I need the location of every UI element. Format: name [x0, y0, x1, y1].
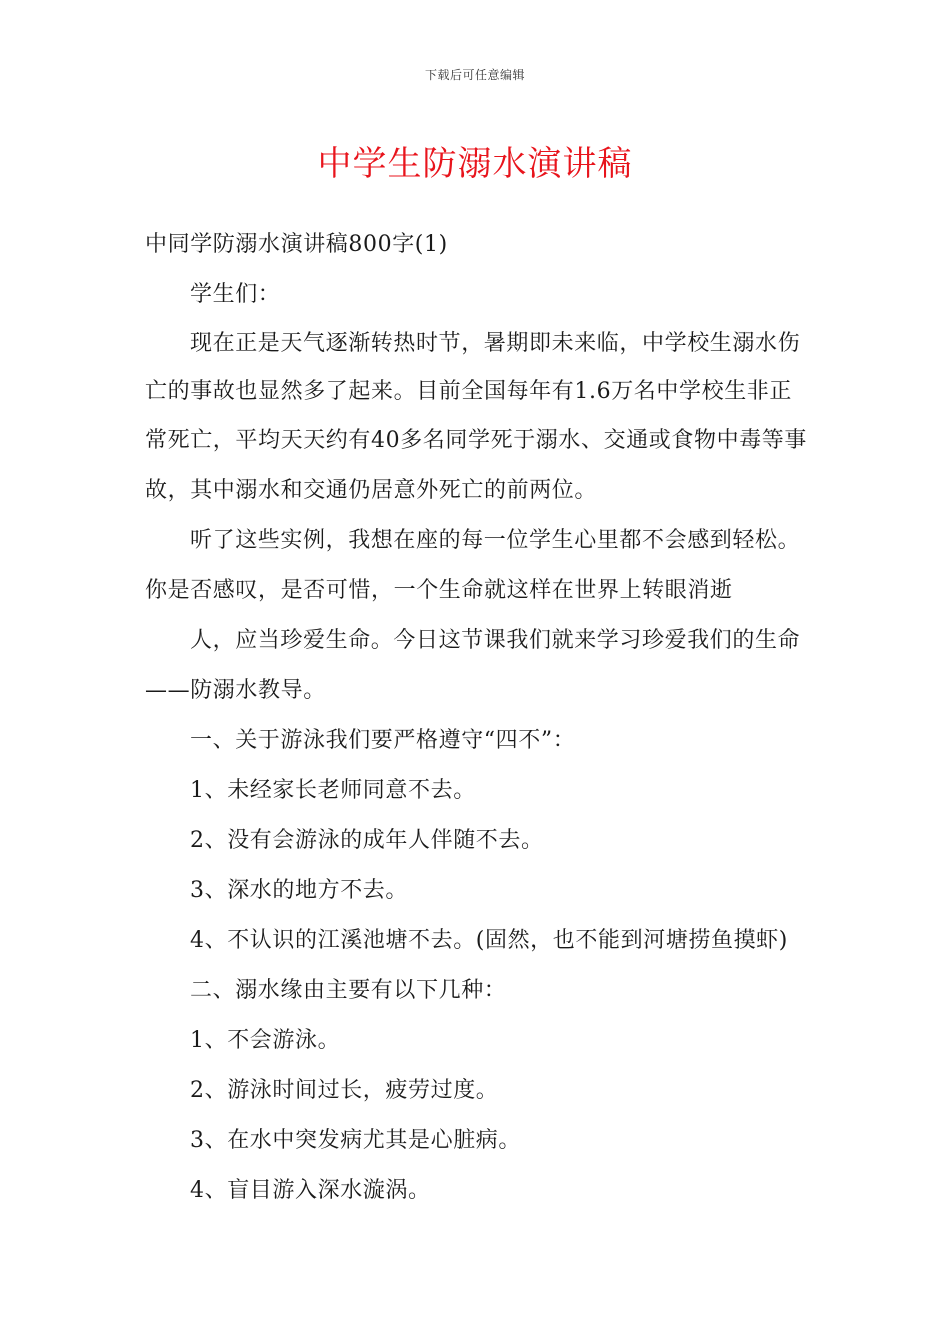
- paragraph-line: 听了这些实例，我想在座的每一位学生心里都不会感到轻松。: [190, 528, 801, 553]
- list-item: 1、不会游泳。: [190, 1028, 341, 1053]
- header-note: 下载后可任意编辑: [424, 68, 525, 82]
- list-item: 2、游泳时间过长，疲劳过度。: [190, 1078, 499, 1103]
- paragraph-line: 亡的事故也显然多了起来。目前全国每年有1.6万名中学校生非正: [145, 379, 792, 404]
- list-item: 3、深水的地方不去。: [190, 878, 408, 903]
- list-item: 3、在水中突发病尤其是心脏病。: [190, 1128, 521, 1153]
- paragraph-line: 现在正是天气逐渐转热时节，暑期即未来临，中学校生溺水伤: [190, 331, 801, 356]
- section-heading: 二、溺水缘由主要有以下几种：: [190, 978, 507, 1003]
- list-item: 4、盲目游入深水漩涡。: [190, 1178, 431, 1203]
- list-item: 2、没有会游泳的成年人伴随不去。: [190, 828, 544, 853]
- paragraph-line: 故，其中溺水和交通仍居意外死亡的前两位。: [145, 478, 598, 503]
- paragraph-line: ——防溺水教导。: [145, 678, 326, 703]
- subtitle-line: 中同学防溺水演讲稿800字(1): [145, 232, 448, 257]
- list-item: 1、未经家长老师同意不去。: [190, 778, 476, 803]
- paragraph-line: 人，应当珍爱生命。今日这节课我们就来学习珍爱我们的生命: [190, 628, 801, 653]
- paragraph-line: 你是否感叹，是否可惜，一个生命就这样在世界上转眼消逝: [145, 578, 733, 603]
- greeting-line: 学生们：: [190, 282, 281, 307]
- list-item: 4、不认识的江溪池塘不去。(固然，也不能到河塘捞鱼摸虾): [190, 928, 788, 953]
- document-title: 中学生防溺水演讲稿: [317, 144, 633, 184]
- paragraph-line: 常死亡，平均天天约有40多名同学死于溺水、交通或食物中毒等事: [145, 428, 807, 453]
- section-heading: 一、关于游泳我们要严格遵守“四不”：: [190, 728, 576, 753]
